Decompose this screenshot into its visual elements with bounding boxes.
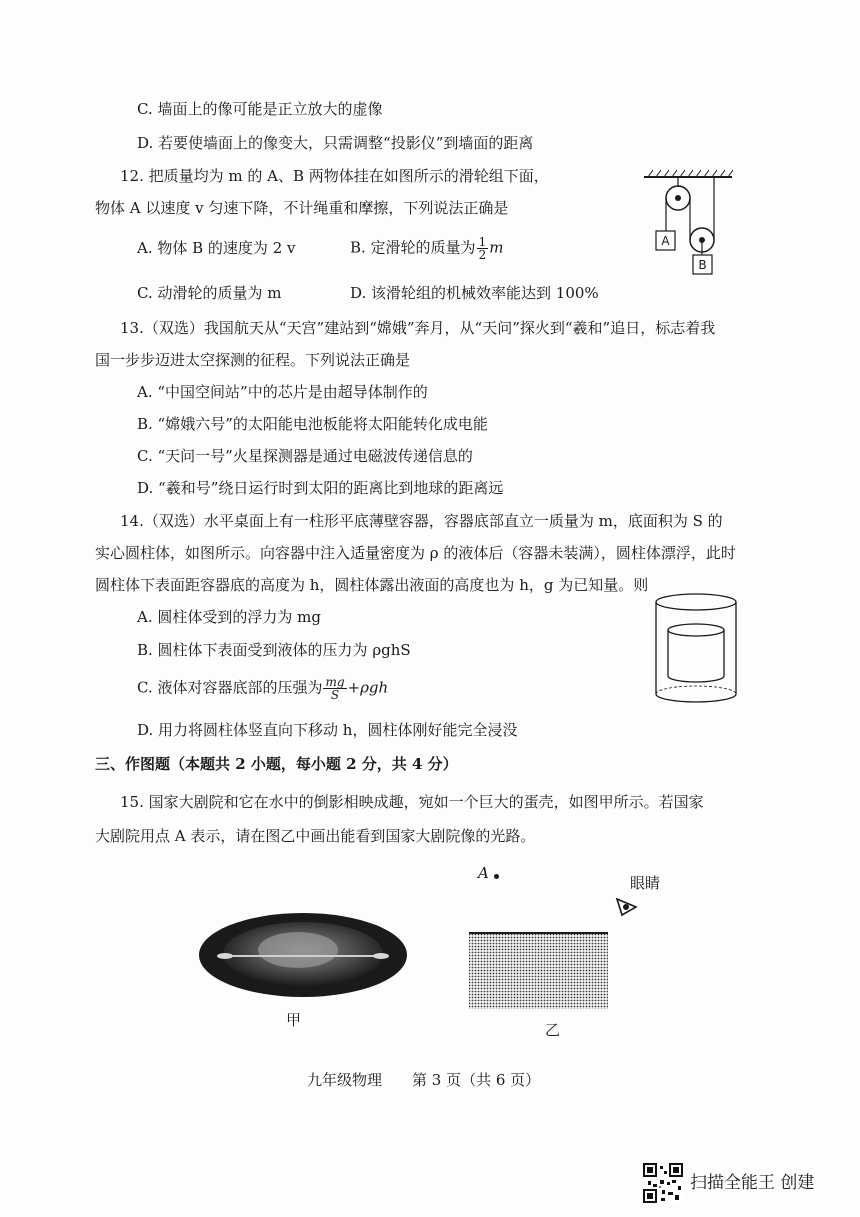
- q14-stem-line3: 圆柱体下表面距容器底的高度为 h，圆柱体露出液面的高度也为 h，g 为已知量。则: [95, 576, 649, 594]
- q14-option-c-tail: +ρgh: [347, 678, 389, 697]
- container-diagram: [648, 590, 748, 710]
- q13-stem-line2: 国一步步迈进太空探测的征程。下列说法正确是: [95, 351, 411, 369]
- q14-option-d: D. 用力将圆柱体竖直向下移动 h，圆柱体刚好能完全浸没: [137, 721, 518, 739]
- watermark-text: 扫描全能王 创建: [690, 1173, 815, 1193]
- q12-option-a: A. 物体 B 的速度为 2 v: [137, 239, 296, 257]
- qr-code-icon: [642, 1162, 684, 1204]
- pulley-diagram: [640, 165, 740, 280]
- q12-option-b: [350, 236, 503, 261]
- page-footer: 九年级物理 第 3 页（共 6 页）: [307, 1071, 541, 1089]
- q13-option-c: C. “天问一号”火星探测器是通过电磁波传递信息的: [137, 447, 473, 465]
- q14-option-a: A. 圆柱体受到的浮力为 mg: [137, 608, 321, 626]
- q12-stem-line2: 物体 A 以速度 v 匀速下降，不计绳重和摩擦，下列说法正确是: [95, 199, 509, 217]
- q14-option-c-fraction: [323, 676, 346, 701]
- q13-option-b: B. “嫦娥六号”的太阳能电池板能将太阳能转化成电能: [137, 415, 488, 433]
- point-a-label: A: [478, 864, 489, 882]
- q15-stem-line1: 15. 国家大剧院和它在水中的倒影相映成趣，宛如一个巨大的蛋壳，如图甲所示。若国家: [120, 793, 704, 811]
- q14-stem-line2: 实心圆柱体，如图所示。向容器中注入适量密度为 ρ 的液体后（容器未装满），圆柱体漂浮，此时: [95, 544, 736, 562]
- fraction-numerator: 1: [478, 235, 487, 249]
- q13-option-d: D. “羲和号”绕日运行时到太阳的距离比到地球的距离远: [137, 479, 504, 497]
- q14-option-c: [137, 676, 388, 701]
- point-a-dot: [494, 874, 499, 879]
- q14-option-c-text: C. 液体对容器底部的压强为: [137, 678, 323, 697]
- q11-option-c: C. 墙面上的像可能是正立放大的虚像: [137, 100, 383, 118]
- section-3-title: 三、作图题（本题共 2 小题，每小题 2 分，共 4 分）: [95, 755, 458, 773]
- fraction-denominator: 2: [478, 248, 487, 262]
- block-a-label: A: [661, 234, 670, 248]
- opera-house-photo: [198, 912, 408, 998]
- block-b-label: B: [698, 258, 707, 272]
- q13-stem-line1: 13.（双选）我国航天从“天宫”建站到“嫦娥”奔月，从“天问”探火到“羲和”追日，标志着我: [120, 319, 716, 337]
- eye-icon: [614, 895, 640, 917]
- q12-option-b-var: m: [489, 238, 504, 257]
- q11-option-d: D. 若要使墙面上的像变大，只需调整“投影仪”到墙面的距离: [137, 134, 534, 152]
- eye-label: 眼睛: [630, 874, 661, 892]
- q14-stem-line1: 14.（双选）水平桌面上有一柱形平底薄壁容器，容器底部直立一质量为 m，底面积为 S 的: [120, 512, 723, 530]
- q12-option-b-text: B. 定滑轮的质量为: [350, 238, 476, 257]
- q12-option-d: D. 该滑轮组的机械效率能达到 100%: [350, 284, 599, 302]
- figure-yi-label: 乙: [545, 1021, 561, 1039]
- q13-option-a: A. “中国空间站”中的芯片是由超导体制作的: [137, 383, 428, 401]
- fraction-numerator: mg: [325, 675, 345, 689]
- q12-stem-line1: 12. 把质量均为 m 的 A、B 两物体挂在如图所示的滑轮组下面，: [120, 167, 549, 185]
- q15-stem-line2: 大剧院用点 A 表示，请在图乙中画出能看到国家大剧院像的光路。: [95, 827, 536, 845]
- water-surface-diagram: [468, 930, 610, 1010]
- figure-jia-label: 甲: [286, 1011, 302, 1029]
- q12-option-c: C. 动滑轮的质量为 m: [137, 284, 282, 302]
- q12-option-b-fraction: [477, 236, 489, 261]
- fraction-denominator: S: [330, 688, 340, 702]
- q14-option-b: B. 圆柱体下表面受到液体的压力为 ρghS: [137, 641, 411, 659]
